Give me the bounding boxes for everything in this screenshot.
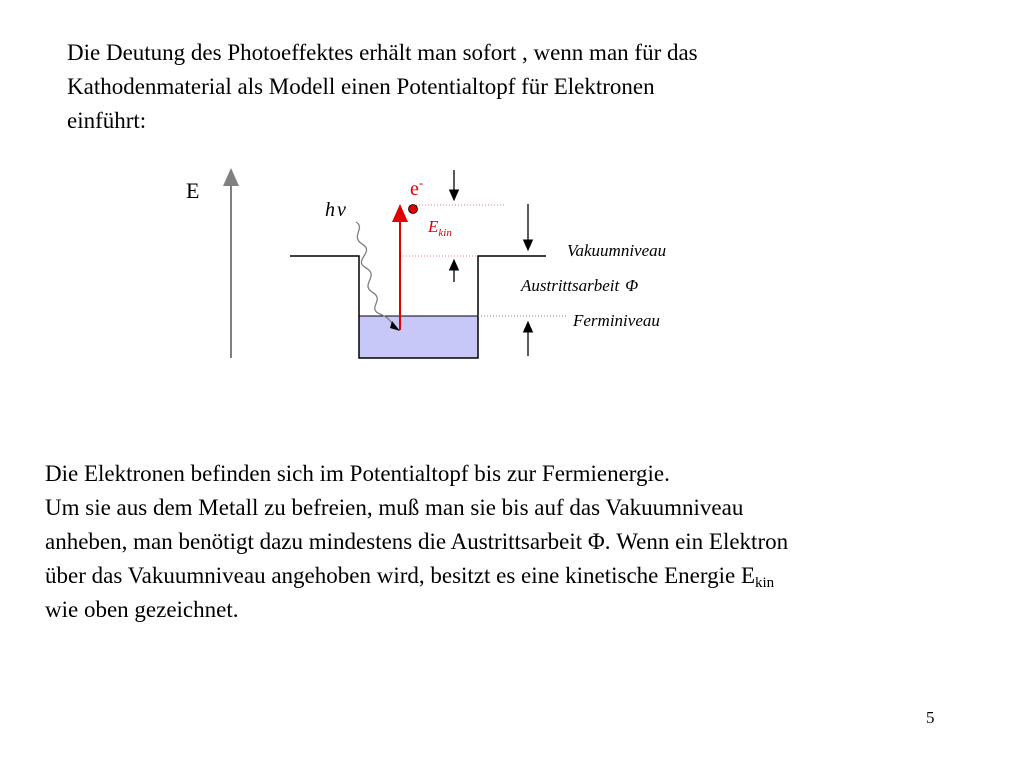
body-line-4-sub: kin — [755, 575, 775, 591]
work-function-text: Austrittsarbeit — [521, 276, 620, 295]
ekin-E: E — [428, 217, 439, 236]
fermi-level-label: Ferminiveau — [573, 311, 660, 330]
ekin-label — [427, 217, 452, 239]
photon-h: h — [325, 199, 335, 221]
photon-wave — [356, 222, 395, 326]
intro-line-3: einführt: — [67, 108, 147, 133]
energy-axis-label: E — [186, 178, 200, 203]
phi-symbol: Φ — [625, 276, 639, 295]
electron-e: e — [410, 178, 419, 200]
electron-label — [410, 175, 423, 200]
body-line-1: Die Elektronen befinden sich im Potentialtopf bis zur Fermienergie. — [45, 461, 670, 486]
electron-dot — [409, 205, 418, 214]
body-line-5: wie oben gezeichnet. — [45, 597, 239, 622]
body-line-4-main: über das Vakuumniveau angehoben wird, besitzt es eine kinetische Energie E — [45, 563, 756, 588]
intro-line-2: Kathodenmaterial als Modell einen Potentialtopf für Elektronen — [67, 74, 655, 99]
ekin-sub: kin — [438, 227, 452, 239]
body-line-3: anheben, man benötigt dazu mindestens die Austrittsarbeit Φ. Wenn ein Elektron — [45, 529, 789, 554]
work-function-label — [520, 276, 638, 295]
intro-line-1: Die Deutung des Photoeffektes erhält man sofort , wenn man für das — [67, 40, 698, 65]
body-line-4 — [45, 559, 1005, 593]
explanation-paragraph — [45, 457, 1005, 627]
photon-nu: ν — [337, 199, 346, 221]
photon-label — [325, 199, 346, 221]
page-number: 5 — [926, 708, 935, 727]
vacuum-level-label: Vakuumniveau — [567, 241, 667, 260]
electron-sup: - — [418, 175, 424, 190]
body-line-2: Um sie aus dem Metall zu befreien, muß man sie bis auf das Vakuumniveau — [45, 495, 744, 520]
fermi-sea-fill — [359, 316, 478, 358]
